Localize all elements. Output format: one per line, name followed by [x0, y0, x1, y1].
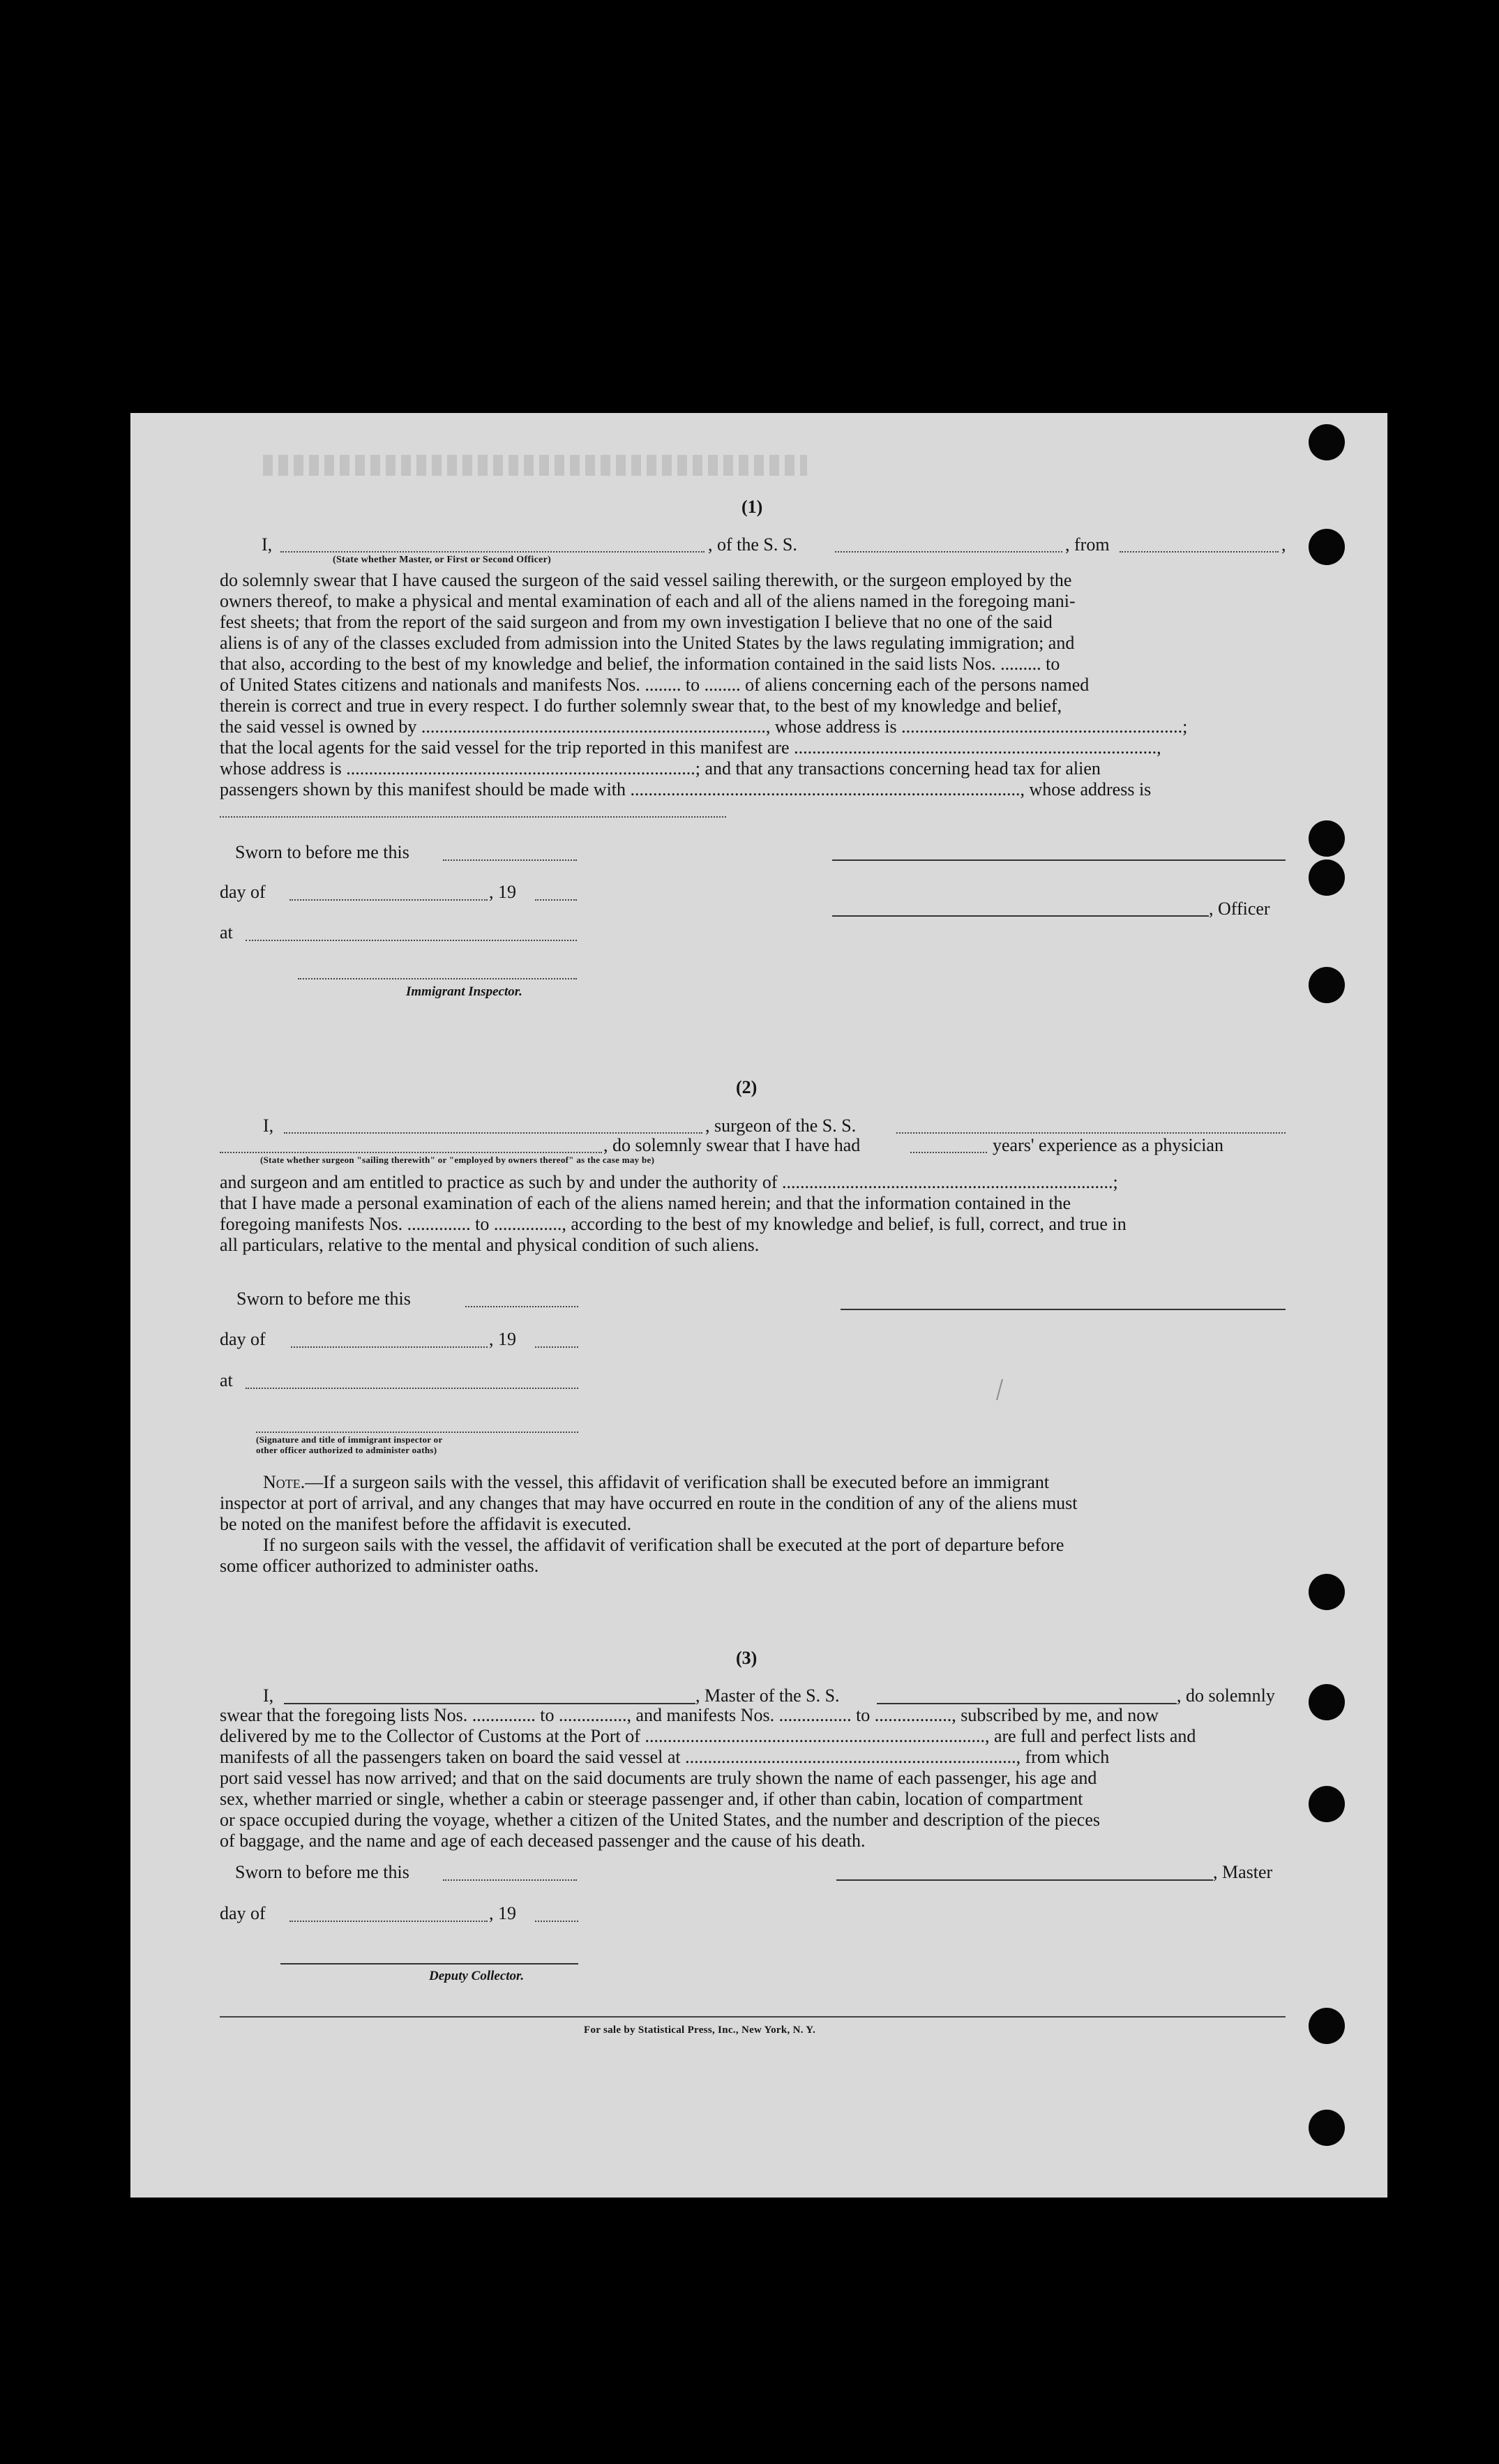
s2-day-field[interactable]	[291, 1346, 488, 1348]
s3-para-line: delivered by me to the Collector of Customs at the Port of ..........................................................................., are full and perfect lists and	[220, 1726, 1196, 1746]
s3-sworn: Sworn to before me this	[235, 1862, 409, 1882]
s1-address-field[interactable]	[220, 816, 726, 818]
s2-surgeon-note: (State whether surgeon "sailing therewith" or "employed by owners thereof" as the case may be)	[260, 1155, 655, 1165]
s2-note-text: —If a surgeon sails with the vessel, this affidavit of verification shall be executed before an immigrant	[305, 1472, 1050, 1492]
s1-paragraph	[220, 570, 1286, 800]
s3-i: I,	[263, 1685, 274, 1706]
bleed-through-header	[263, 455, 807, 476]
s1-day-field[interactable]	[289, 899, 488, 901]
s3-collector-caption: Deputy Collector.	[429, 1969, 525, 1983]
s1-para-line: whose address is .............................................................................; and that any transactions concerning head tax for alien	[220, 758, 1101, 779]
s2-swear: , do solemnly swear that I have had	[603, 1135, 861, 1155]
s1-from: , from	[1065, 534, 1110, 555]
s1-para-line: owners thereof, to make a physical and mental examination of each and all of the aliens named in the foregoing mani-	[220, 591, 1076, 611]
s2-para-line: all particulars, relative to the mental and physical condition of such aliens.	[220, 1235, 760, 1255]
s2-day-of: day of	[220, 1329, 266, 1349]
s3-para-line: of baggage, and the name and age of each deceased passenger and the cause of his death.	[220, 1831, 866, 1851]
s2-years-field[interactable]	[910, 1152, 987, 1153]
s1-sworn: Sworn to before me this	[235, 842, 409, 862]
s2-sig-note-1: (Signature and title of immigrant inspector or	[256, 1434, 443, 1445]
s1-para-line: the said vessel is owned by ............................................................................, whose address is ..............................................................;	[220, 716, 1188, 737]
s1-officer-line[interactable]	[832, 915, 1209, 917]
punch-hole-icon	[1309, 424, 1345, 460]
s2-at: at	[220, 1370, 233, 1390]
footer-publisher: For sale by Statistical Press, Inc., New York, N. Y.	[584, 2024, 816, 2036]
s3-master-label: , Master	[1213, 1862, 1273, 1882]
s2-note-line: If no surgeon sails with the vessel, the affidavit of verification shall be executed at the port of departure before	[263, 1535, 1064, 1555]
s3-master-name-field[interactable]	[284, 1703, 695, 1704]
s2-note-line	[220, 1472, 1286, 1493]
punch-hole-icon	[1309, 1684, 1345, 1720]
s1-year-field[interactable]	[535, 899, 577, 901]
s1-para-line: therein is correct and true in every respect. I do further solemnly swear that, to the best of my knowledge and belief,	[220, 696, 1062, 716]
s3-year: , 19	[489, 1903, 516, 1923]
s1-sworn-field[interactable]	[443, 859, 577, 861]
s1-officer-note: (State whether Master, or First or Second Officer)	[333, 555, 552, 565]
s1-officer-label: , Officer	[1209, 899, 1270, 919]
section-1-number: (1)	[741, 497, 763, 517]
s1-signature-line[interactable]	[832, 859, 1286, 861]
s2-i: I,	[263, 1115, 274, 1136]
s2-paragraph	[220, 1172, 1286, 1256]
s2-para-line: and surgeon and am entitled to practice as such by and under the authority of .........................................................................;	[220, 1172, 1118, 1192]
s1-inspector-caption: Immigrant Inspector.	[406, 984, 522, 999]
s3-master-of: , Master of the S. S.	[695, 1685, 840, 1706]
s2-note-line: be noted on the manifest before the affidavit is executed.	[220, 1514, 632, 1534]
document-page	[130, 413, 1387, 2198]
s1-at-field[interactable]	[246, 940, 577, 941]
s2-sworn: Sworn to before me this	[236, 1289, 411, 1309]
s1-para-line: passengers shown by this manifest should be made with ......................................................................................, whose address is	[220, 779, 1152, 799]
s2-note-line: some officer authorized to administer oaths.	[220, 1556, 539, 1576]
s1-day-of: day of	[220, 882, 266, 902]
s3-day-of: day of	[220, 1903, 266, 1923]
section-3-number: (3)	[736, 1648, 758, 1668]
s1-inspector-signature[interactable]	[298, 978, 577, 979]
s3-line1-end: , do solemnly	[1177, 1685, 1275, 1706]
s2-vessel-field[interactable]	[896, 1132, 1286, 1134]
s2-para-line: that I have made a personal examination of each of the aliens named herein; and that the information contained in the	[220, 1193, 1071, 1213]
s3-year-field[interactable]	[535, 1921, 578, 1922]
s1-para-line: aliens is of any of the classes excluded from admission into the United States by the laws regulating immigration; and	[220, 633, 1075, 653]
s3-paragraph	[220, 1705, 1286, 1851]
s2-signature-line[interactable]	[841, 1309, 1286, 1310]
s3-para-line: or space occupied during the voyage, whether a citizen of the United States, and the number and description of the pieces	[220, 1810, 1101, 1830]
s2-para-line: foregoing manifests Nos. .............. to ..............., according to the best of my knowledge and belief, is full, correct, and true in	[220, 1214, 1127, 1234]
s1-line1-end: ,	[1281, 534, 1286, 555]
pencil-mark	[996, 1379, 1031, 1400]
footer-rule	[220, 2016, 1286, 2018]
s1-of-ss: , of the S. S.	[708, 534, 797, 555]
s3-master-signature-line[interactable]	[836, 1879, 1213, 1881]
s3-sworn-field[interactable]	[443, 1879, 577, 1881]
s2-at-field[interactable]	[246, 1388, 578, 1389]
s2-years: years' experience as a physician	[993, 1135, 1223, 1155]
punch-hole-icon	[1309, 859, 1345, 896]
s3-para-line: manifests of all the passengers taken on board the said vessel at ........................................................................., from which	[220, 1747, 1110, 1767]
punch-hole-icon	[1309, 1786, 1345, 1822]
s2-surgeon-name-field[interactable]	[284, 1132, 702, 1134]
punch-hole-icon	[1309, 2110, 1345, 2146]
s1-from-field[interactable]	[1120, 551, 1279, 553]
s2-surgeon-of: , surgeon of the S. S.	[705, 1115, 857, 1136]
s2-note-label: Note.	[263, 1472, 306, 1492]
punch-hole-icon	[1309, 820, 1345, 857]
punch-hole-icon	[1309, 2008, 1345, 2044]
punch-hole-icon	[1309, 529, 1345, 565]
s2-note-line: inspector at port of arrival, and any changes that may have occurred en route in the condition of any of the aliens must	[220, 1493, 1078, 1513]
s3-para-line: port said vessel has now arrived; and that on the said documents are truly shown the name of each passenger, his age and	[220, 1768, 1097, 1788]
s3-collector-signature[interactable]	[280, 1963, 578, 1965]
s1-year: , 19	[489, 882, 516, 902]
s1-vessel-field[interactable]	[835, 551, 1062, 553]
s3-para-line: swear that the foregoing lists Nos. .............. to ..............., and manifests Nos. ................ to ................., subscribed by me, and now	[220, 1705, 1159, 1725]
s1-officer-field[interactable]	[280, 551, 705, 553]
s2-sig-note-2: other officer authorized to administer oaths)	[256, 1445, 437, 1455]
punch-hole-icon	[1309, 967, 1345, 1003]
punch-hole-icon	[1309, 1574, 1345, 1610]
s1-para-line: of United States citizens and nationals and manifests Nos. ........ to ........ of aliens concerning each of the persons named	[220, 675, 1090, 695]
s3-para-line: sex, whether married or single, whether a cabin or steerage passenger and, if other than cabin, location of compartment	[220, 1789, 1083, 1809]
s1-para-line: fest sheets; that from the report of the said surgeon and from my own investigation I believe that no one of the said	[220, 612, 1053, 632]
s1-para-line: that also, according to the best of my knowledge and belief, the information contained in the said lists Nos. ......... to	[220, 654, 1060, 674]
s2-note	[220, 1472, 1286, 1577]
s2-year-field[interactable]	[535, 1346, 578, 1348]
s1-i: I,	[262, 534, 273, 555]
s3-day-field[interactable]	[289, 1921, 488, 1922]
s2-sailing-field[interactable]	[220, 1152, 602, 1153]
s2-inspector-signature[interactable]	[256, 1432, 578, 1433]
s1-para-line: do solemnly swear that I have caused the surgeon of the said vessel sailing therewith, or the surgeon employed by the	[220, 570, 1072, 590]
section-2-number: (2)	[736, 1077, 758, 1097]
s2-year: , 19	[489, 1329, 516, 1349]
s3-vessel-field[interactable]	[877, 1703, 1177, 1704]
s1-at: at	[220, 922, 233, 942]
s2-sworn-field[interactable]	[465, 1306, 578, 1307]
s1-para-line: that the local agents for the said vessel for the trip reported in this manifest are ................................................................................,	[220, 737, 1161, 758]
